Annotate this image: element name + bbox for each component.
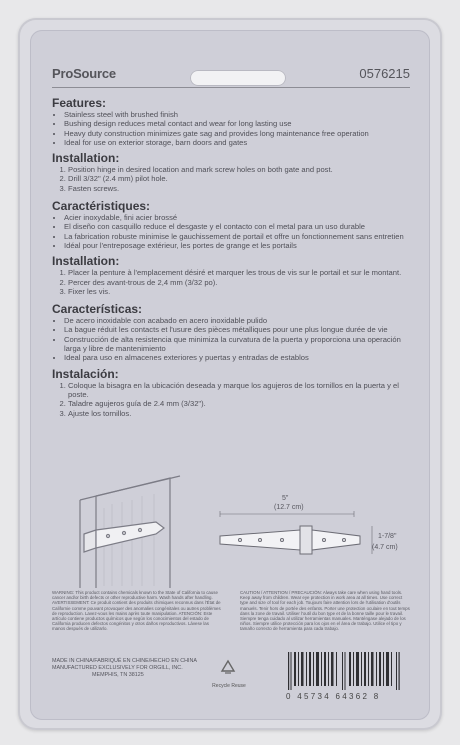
list-item: 1. Coloque la bisagra en la ubicación deseada y marque los agujeros de los tornillos en la puerta y el poste. <box>68 381 412 400</box>
length-inches: 5" <box>282 495 289 502</box>
instructions-text <box>52 92 412 418</box>
list-item: • Stainless steel with brushed finish <box>64 110 412 119</box>
list-item: • Ideal para uso en almacenes exteriores y puertas y entradas de establos <box>64 353 412 362</box>
features-list-es <box>52 316 412 362</box>
hinge-illustration <box>60 468 400 588</box>
brand-logo: ProSource <box>52 66 116 81</box>
section-title: Installation: <box>52 254 120 269</box>
section-title: Instalación: <box>52 366 119 381</box>
list-item: 2. Taladre agujeros guía de 2.4 mm (3/32"). <box>68 399 412 408</box>
length-cm: (12.7 cm) <box>274 504 304 511</box>
features-list-fr <box>52 213 412 250</box>
section-title: Características: <box>52 302 143 317</box>
list-item: • De acero inoxidable con acabado en acero inoxidable pulido <box>64 316 412 325</box>
installation-list-en <box>52 165 412 193</box>
list-item: • La fabrication robuste minimise le gauchissement de portail et offre un fonctionnement sans entretien <box>64 232 412 241</box>
hang-slot <box>190 70 286 86</box>
height-cm: (4.7 cm) <box>372 544 398 551</box>
section-title: Features: <box>52 96 107 110</box>
section-title: Installation: <box>52 151 120 166</box>
list-item: • La bague réduit les contacts et l'usure des pièces métalliques pour une plus longue durée de vie <box>64 325 412 334</box>
section-title: Caractéristiques: <box>52 199 151 214</box>
origin-line: MANUFACTURED EXCLUSIVELY FOR ORGILL, INC. <box>52 665 183 671</box>
caution-text: CAUTION / ATTENTION / PRECAUCIÓN: Always take care when using hand tools. Keep away from children. Wear eye protection in work area at all times. Use correct type and size of tool for each job. Toujours faire attention lors de l'utilisation d'outils manuels. Tenir hors de portée des enfants. Porter une protection oculaire en tout temps dans la zone de travail. Utiliser l'outil du bon type et de la bonne taille pour le travail. Siempre tenga cuidado al utilizar herramientas manuales. Manténgase alejado de los niños. Siempre utilice protección para los ojos en el área de trabajo. Utilice el tipo y tamaño correcto de herramienta para cada trabajo. <box>240 590 410 632</box>
product-card <box>30 30 430 720</box>
recycle-label: Recycle Reuse <box>212 683 246 689</box>
list-item: 3. Fixer les vis. <box>68 287 412 296</box>
hinge-dimension-drawing <box>220 495 398 554</box>
installation-list-es <box>52 381 412 418</box>
recycle-icon <box>216 658 240 682</box>
installation-list-fr <box>52 268 412 296</box>
barcode <box>284 652 406 690</box>
list-item: 1. Position hinge in desired location and mark screw holes on both gate and post. <box>68 165 412 174</box>
barcode-number: 0 45734 64362 8 <box>286 692 381 701</box>
origin-line: MEMPHIS, TN 38125 <box>92 672 144 678</box>
origin-line: MADE IN CHINA/FABRIQUÉ EN CHINE/HECHO EN CHINA <box>52 658 197 664</box>
list-item: • Ideal for use on exterior storage, barn doors and gates <box>64 138 412 147</box>
list-item: • Heavy duty construction minimizes gate sag and provides long maintenance free operation <box>64 129 412 138</box>
list-item: 2. Percer des avant-trous de 2,4 mm (3/32 po). <box>68 278 412 287</box>
height-inches: 1-7/8" <box>378 533 397 540</box>
list-item: 1. Placer la penture à l'emplacement désiré et marquer les trous de vis sur le portail et sur le montant. <box>68 268 412 277</box>
list-item: • Idéal pour l'entreposage extérieur, les portes de grange et les portails <box>64 241 412 250</box>
prop65-warning: WARNING: This product contains chemicals known to the State of California to cause cancer and/or birth defects or other reproductive harm. Wash hands after handling. AVERTISSEMENT: Ce produit contient des produits chimiques reconnus dans l'État de Californie comme pouvant provoquer des anomalies congénitales ou autres problèmes de reproduction. Lavez-vous les mains après toute manipulation. ATENCIÓN: Este artículo contiene productos químicos que según los conocimientos del estado de California producen defectos congénitos y otros daños reproductivos. Lávese las manos después de utilizarlo. <box>52 590 221 632</box>
product-code: 0576215 <box>359 66 410 81</box>
origin-info <box>52 658 197 679</box>
features-list-en <box>52 110 412 147</box>
list-item: 3. Fasten screws. <box>68 184 412 193</box>
list-item: 2. Drill 3/32" (2.4 mm) pilot hole. <box>68 174 412 183</box>
gate-post-drawing <box>80 476 180 588</box>
list-item: 3. Ajuste los tornillos. <box>68 409 412 418</box>
list-item: • Bushing design reduces metal contact and wear for long lasting use <box>64 119 412 128</box>
list-item: • El diseño con casquillo reduce el desgaste y el contacto con el metal para un uso durable <box>64 222 412 231</box>
list-item: • Acier inoxydable, fini acier brossé <box>64 213 412 222</box>
header-divider <box>52 87 410 88</box>
list-item: • Construcción de alta resistencia que minimiza la curvatura de la puerta y proporciona una operación larga y libre de mantenimiento <box>64 335 412 354</box>
